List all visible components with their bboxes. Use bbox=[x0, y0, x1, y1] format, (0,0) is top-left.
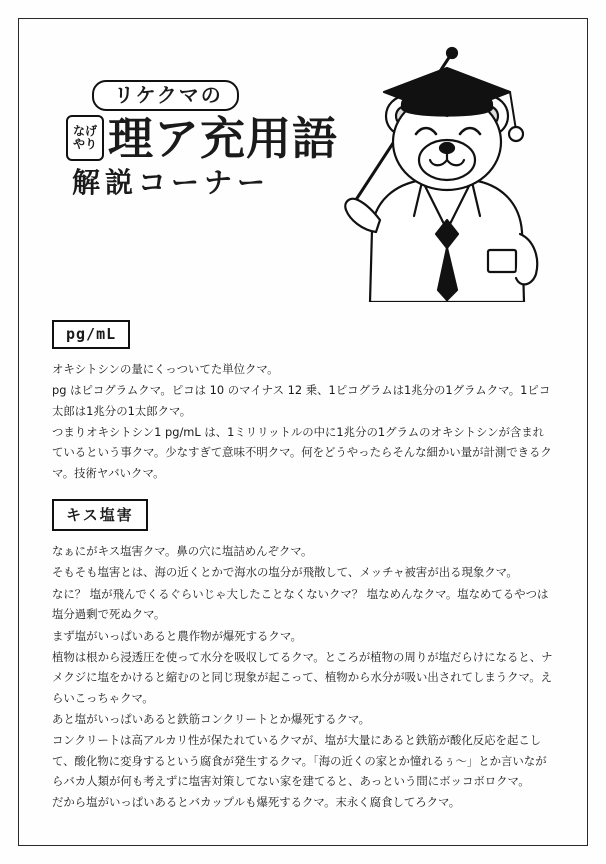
bear-professor-mascot-icon bbox=[310, 34, 560, 302]
ruby-bottom-text: やり bbox=[72, 137, 97, 151]
paragraph: オキシトシンの量にくっついてた単位クマ。 bbox=[52, 362, 279, 376]
paragraph: つまりオキシトシン1 pg/mL は、1ミリリットルの中に1兆分の1グラムのオキシトシンが含まれているという事クマ。少なすぎて意味不明クマ。何をどうやったらそんな細かい量が計測できるクマ。技術ヤバいクマ。 bbox=[52, 425, 552, 480]
section-body-pg-ml bbox=[52, 359, 554, 483]
ruby-annotation-box bbox=[66, 115, 104, 161]
paragraph: なに？ 塩が飛んでくるぐらいじゃ大したことなくないクマ？ 塩なめんなクマ。塩なめてるやつは塩分過剰で死ぬクマ。 bbox=[52, 586, 549, 622]
paragraph: なぁにがキス塩害クマ。鼻の穴に塩詰めんぞクマ。 bbox=[52, 544, 313, 559]
document-content bbox=[52, 34, 554, 814]
title-main: 理ア充用語 bbox=[108, 111, 339, 165]
paragraph: だから塩がいっぱいあるとバカップルも爆死するクマ。末永く腐食してろクマ。 bbox=[52, 795, 461, 810]
title-subtitle: リケクマの bbox=[92, 80, 239, 111]
section-body-kiss-enngai bbox=[52, 541, 554, 813]
section-kiss-enngai bbox=[52, 499, 554, 813]
paragraph: 植物は根から浸透圧を使って水分を吸収してるクマ。ところが植物の周りが塩だらけになると、ナメクジに塩をかけると縮むのと同じ現象が起こって、植物から水分が吸い出されてしまうクマ。えらいこっちゃクマ。 bbox=[52, 650, 553, 705]
paragraph: そもそも塩害とは、海の近くとかで海水の塩分が飛散して、メッチャ被害が出る現象クマ。 bbox=[52, 565, 518, 580]
paragraph: コンクリートは高アルカリ性が保たれているクマが、塩が大量にあると鉄筋が酸化反応を起こして、酸化物に変身するという腐食が発生するクマ。「海の近くの家とか憧れるぅ〜」とか言いながらバカ人類が何も考えずに塩害対策してない家を建てると、あっという間にボッコボロクマ。 bbox=[52, 733, 547, 789]
paragraph: pg はピコグラムクマ。ピコは 10 のマイナス 12 乗、1ピコグラムは1兆分の1グラムクマ。1ピコ太郎は1兆分の1太郎クマ。 bbox=[52, 383, 551, 418]
section-pg-ml bbox=[52, 320, 554, 483]
document-header bbox=[52, 34, 554, 304]
ruby-top-text: なげ bbox=[72, 124, 97, 139]
paragraph: まず塩がいっぱいあると農作物が爆死するクマ。 bbox=[52, 628, 302, 643]
paragraph: あと塩がいっぱいあると鉄筋コンクリートとか爆死するクマ。 bbox=[52, 712, 371, 727]
section-heading-kiss-enngai: キス塩害 bbox=[52, 499, 148, 531]
title-tertiary: 解説コーナー bbox=[72, 166, 271, 199]
section-heading-pg-ml: pg/mL bbox=[52, 320, 130, 349]
